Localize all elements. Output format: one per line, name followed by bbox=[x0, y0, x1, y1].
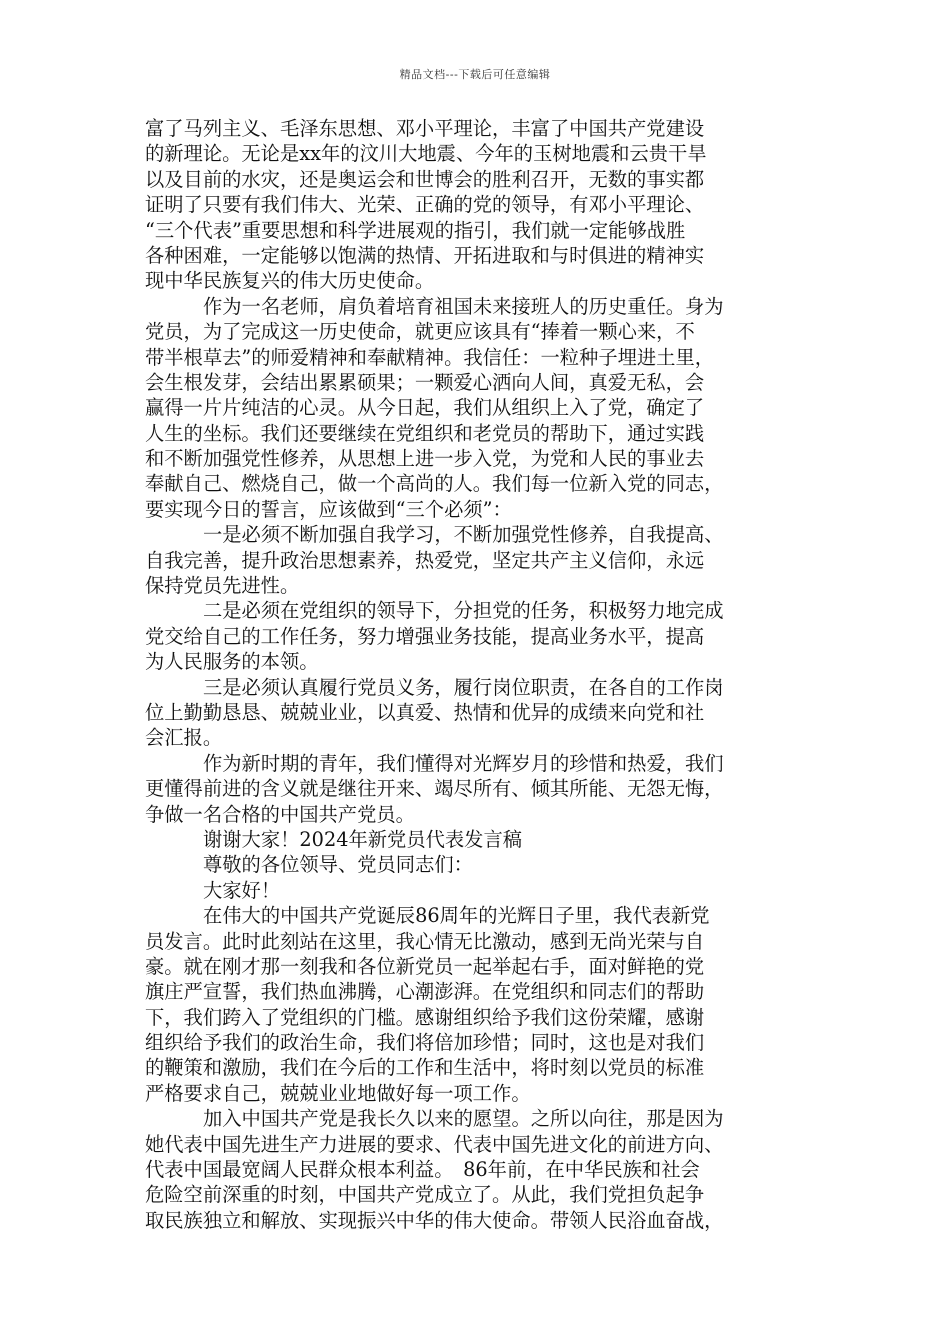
text-line: 党员，为了完成这一历史使命，就更应该具有“捧着一颗心来，不 bbox=[145, 320, 695, 344]
text-line: 尊敬的各位领导、党员同志们： bbox=[203, 853, 473, 877]
text-line: 的鞭策和激励，我们在今后的工作和生活中，将时刻以党员的标准 bbox=[145, 1056, 705, 1080]
text-line: 现中华民族复兴的伟大历史使命。 bbox=[145, 269, 435, 293]
text-line: 下，我们跨入了党组织的门槛。感谢组织给予我们这份荣耀，感谢 bbox=[145, 1005, 705, 1029]
text-line: 豪。就在刚才那一刻我和各位新党员一起举起右手，面对鲜艳的党 bbox=[145, 954, 705, 978]
text-line: 为人民服务的本领。 bbox=[145, 650, 319, 674]
text-line: 以及目前的水灾，还是奥运会和世博会的胜利召开，无数的事实都 bbox=[145, 167, 705, 191]
page-header: 精品文档---下载后可任意编辑 bbox=[399, 68, 551, 81]
text-line: 和不断加强党性修养，从思想上进一步入党，为党和人民的事业去 bbox=[145, 447, 705, 471]
text-line: 赢得一片片纯洁的心灵。从今日起，我们从组织上入了党，确定了 bbox=[145, 396, 705, 420]
text-line: 大家好！ bbox=[203, 878, 281, 902]
text-line: 证明了只要有我们伟大、光荣、正确的党的领导，有邓小平理论、 bbox=[145, 193, 705, 217]
text-line: 加入中国共产党是我长久以来的愿望。之所以向往，那是因为 bbox=[203, 1107, 724, 1131]
text-line: 组织给予我们的政治生命，我们将倍加珍惜；同时，这也是对我们 bbox=[145, 1031, 705, 1055]
text-line: 严格要求自己，兢兢业业地做好每一项工作。 bbox=[145, 1081, 531, 1105]
text-line: 代表中国最宽阔人民群众根本利益。 86年前，在中华民族和社会 bbox=[145, 1158, 700, 1182]
text-line: 富了马列主义、毛泽东思想、邓小平理论，丰富了中国共产党建设 bbox=[145, 117, 705, 140]
text-line: 旗庄严宣誓，我们热血沸腾，心潮澎湃。在党组织和同志们的帮助 bbox=[145, 980, 705, 1004]
text-line: 谢谢大家！2024年新党员代表发言稿 bbox=[203, 827, 523, 851]
text-line: 自我完善，提升政治思想素养，热爱党，坚定共产主义信仰，永远 bbox=[145, 548, 705, 572]
text-line: 她代表中国先进生产力进展的要求、代表中国先进文化的前进方向、 bbox=[145, 1132, 724, 1156]
text-line: 位上勤勤恳恳、兢兢业业，以真爱、热情和优异的成绩来向党和社 bbox=[145, 700, 705, 724]
text-line: 危险空前深重的时刻，中国共产党成立了。从此，我们党担负起争 bbox=[145, 1183, 705, 1207]
text-line: 各种困难，一定能够以饱满的热情、开拓进取和与时俱进的精神实 bbox=[145, 243, 705, 267]
text-line: 要实现今日的誓言，应该做到“三个必须”： bbox=[145, 497, 512, 521]
text-line: 的新理论。无论是xx年的汶川大地震、今年的玉树地震和云贵干旱 bbox=[145, 142, 707, 166]
text-line: 一是必须不断加强自我学习，不断加强党性修养，自我提高、 bbox=[203, 523, 724, 547]
text-line: 作为新时期的青年，我们懂得对光辉岁月的珍惜和热爱，我们 bbox=[203, 751, 724, 775]
text-line: 更懂得前进的含义就是继往开来、竭尽所有、倾其所能、无怨无悔， bbox=[145, 777, 724, 801]
text-line: 人生的坐标。我们还要继续在党组织和老党员的帮助下，通过实践 bbox=[145, 421, 705, 445]
text-line: 争做一名合格的中国共产党员。 bbox=[145, 802, 415, 826]
text-line: 作为一名老师，肩负着培育祖国未来接班人的历史重任。身为 bbox=[203, 294, 724, 318]
text-line: 党交给自己的工作任务，努力增强业务技能，提高业务水平，提高 bbox=[145, 624, 705, 648]
text-line: 奉献自己、燃烧自己，做一个高尚的人。我们每一位新入党的同志， bbox=[145, 472, 724, 496]
text-line: 三是必须认真履行党员义务，履行岗位职责，在各自的工作岗 bbox=[203, 675, 724, 699]
text-line: 员发言。此时此刻站在这里，我心情无比激动，感到无尚光荣与自 bbox=[145, 929, 705, 953]
text-line: 会汇报。 bbox=[145, 726, 223, 750]
text-line: 取民族独立和解放、实现振兴中华的伟大使命。带领人民浴血奋战， bbox=[145, 1208, 724, 1232]
text-line: 二是必须在党组织的领导下，分担党的任务，积极努力地完成 bbox=[203, 599, 724, 623]
text-line: 保持党员先进性。 bbox=[145, 574, 300, 598]
text-line: “三个代表”重要思想和科学进展观的指引，我们就一定能够战胜 bbox=[145, 218, 686, 242]
text-line: 带半根草去”的师爱精神和奉献精神。我信任：一粒种子埋进土里， bbox=[145, 345, 715, 369]
text-line: 在伟大的中国共产党诞辰86周年的光辉日子里，我代表新党 bbox=[203, 904, 710, 928]
text-line: 会生根发芽，会结出累累硕果；一颗爱心洒向人间，真爱无私，会 bbox=[145, 370, 705, 394]
document-body bbox=[145, 116, 820, 1233]
